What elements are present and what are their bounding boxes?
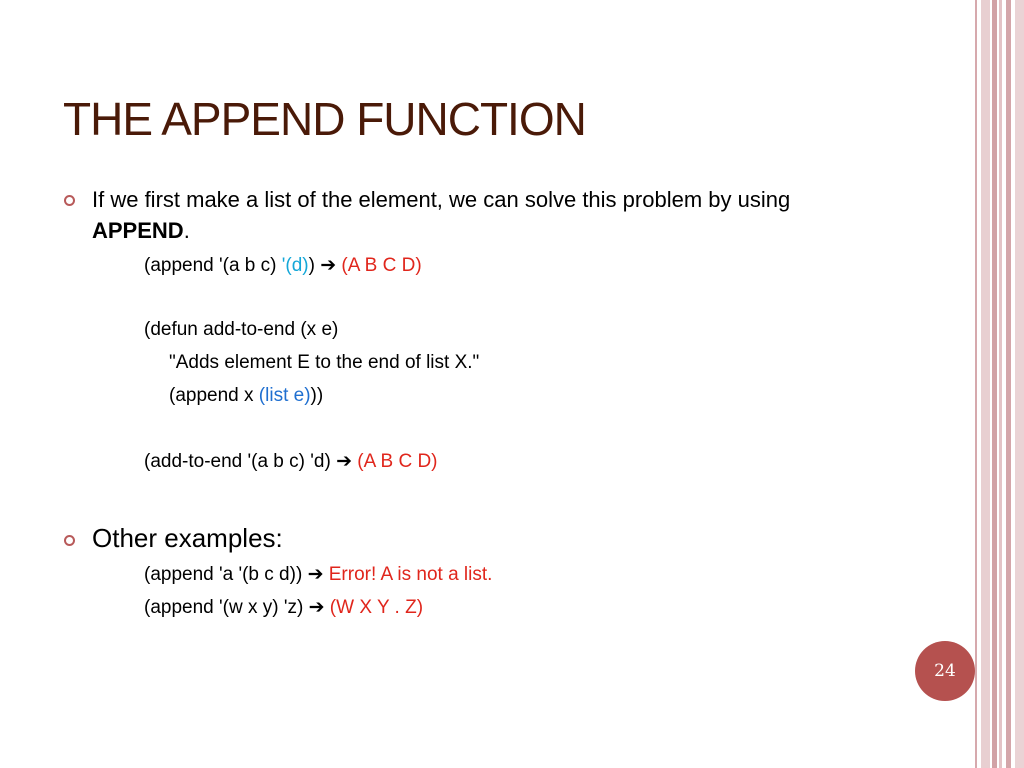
highlight-quoted-d: '(d): [281, 255, 309, 276]
example-line-dotted-pair: (append '(w x y) 'z) ➔ (W X Y . Z): [144, 597, 424, 618]
bullet-circle-icon: [64, 195, 75, 206]
bullet-text-line1: If we first make a list of the element, we can solve this problem by using: [92, 187, 791, 212]
code-line-append-example: (append '(a b c) '(d)) ➔ (A B C D): [144, 255, 422, 276]
result-text: (A B C D): [351, 451, 438, 472]
arrow-icon: ➔: [336, 451, 352, 472]
arrow-icon: ➔: [308, 597, 325, 618]
border-stripe: [1006, 0, 1011, 768]
border-stripe: [1015, 0, 1024, 768]
result-text: (W X Y . Z): [324, 597, 424, 618]
border-stripe: [999, 0, 1002, 768]
border-stripe: [992, 0, 997, 768]
bullet-circle-icon: [64, 535, 75, 546]
slide-title: THE APPEND FUNCTION: [63, 93, 586, 145]
other-examples-label: Other examples:: [92, 523, 283, 553]
border-stripe: [981, 0, 990, 768]
example-line-error: (append 'a '(b c d)) ➔ Error! A is not a list.: [144, 564, 493, 585]
arrow-icon: ➔: [307, 564, 324, 585]
result-text: Error! A is not a list.: [323, 564, 493, 585]
bullet-text-line2: APPEND.: [92, 218, 190, 243]
highlight-list-e: (list e): [258, 385, 311, 406]
code-line-defun: (defun add-to-end (x e): [144, 319, 339, 340]
page-number-badge: 24: [915, 641, 975, 701]
code-line-add-to-end-call: (add-to-end '(a b c) 'd) ➔ (A B C D): [144, 451, 438, 472]
code-line-docstring: "Adds element E to the end of list X.": [169, 352, 480, 373]
code-line-append-body: (append x (list e))): [169, 385, 324, 406]
result-text: (A B C D): [336, 255, 422, 276]
append-keyword: APPEND: [92, 218, 184, 243]
border-stripe: [975, 0, 977, 768]
arrow-icon: ➔: [320, 255, 337, 276]
